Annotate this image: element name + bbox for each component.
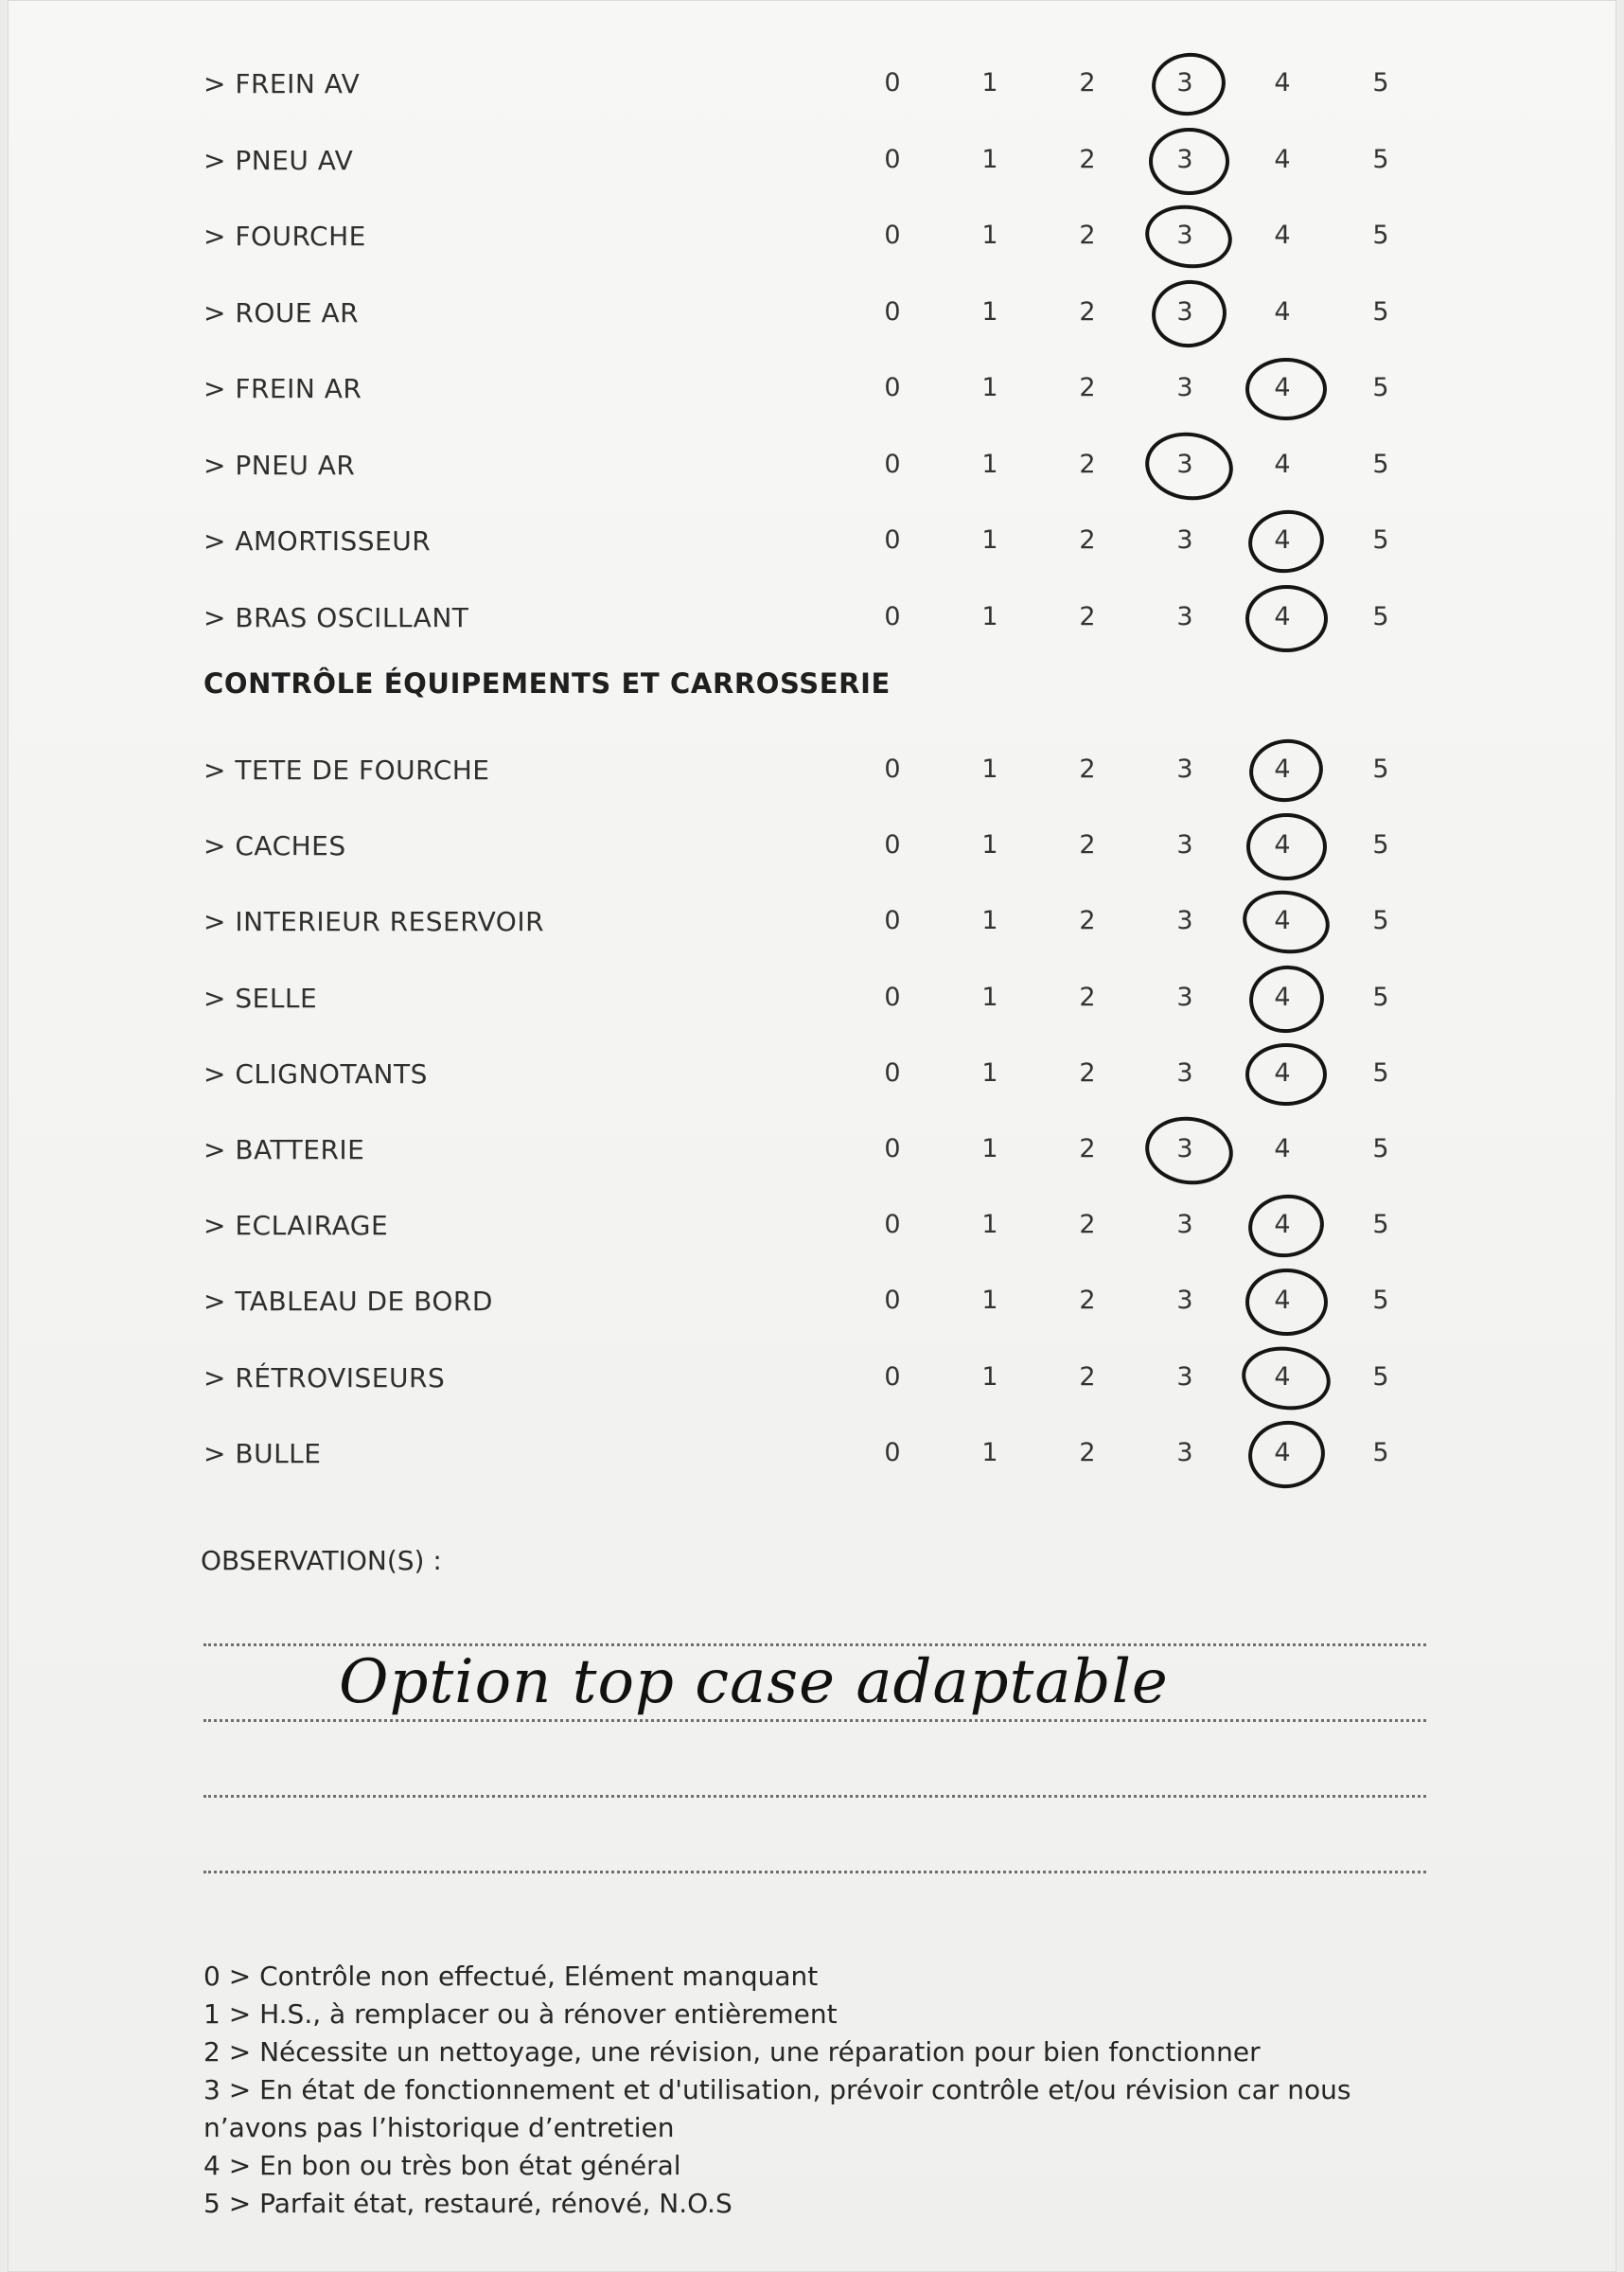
score-option-3[interactable]: 3: [1176, 1210, 1193, 1239]
score-option-0[interactable]: 0: [884, 1362, 901, 1392]
score-option-4[interactable]: 4: [1274, 68, 1291, 98]
rating-row-label: > TETE DE FOURCHE: [203, 754, 490, 786]
score-option-0[interactable]: 0: [884, 602, 901, 631]
rating-row: [8, 1353, 1624, 1410]
score-option-1[interactable]: 1: [981, 830, 998, 860]
score-option-0[interactable]: 0: [884, 1210, 901, 1239]
rating-row: [8, 135, 1624, 192]
rating-row: [8, 1049, 1624, 1106]
rating-row-label: > FREIN AR: [203, 373, 362, 404]
score-option-1[interactable]: 1: [981, 906, 998, 935]
score-option-5[interactable]: 5: [1372, 983, 1389, 1012]
score-option-3[interactable]: 3: [1176, 525, 1193, 555]
legend-item-1: 1 > H.S., à remplacer ou à rénover entièrement: [203, 1998, 838, 2030]
score-option-4[interactable]: 4: [1274, 602, 1291, 631]
score-option-1[interactable]: 1: [981, 373, 998, 402]
score-option-4[interactable]: 4: [1274, 983, 1291, 1012]
legend-item-5: 5 > Parfait état, restauré, rénové, N.O.S: [203, 2188, 733, 2219]
score-option-5[interactable]: 5: [1372, 221, 1389, 250]
rating-row: [8, 1125, 1624, 1181]
score-option-1[interactable]: 1: [981, 602, 998, 631]
score-option-4[interactable]: 4: [1274, 906, 1291, 935]
score-option-5[interactable]: 5: [1372, 1210, 1389, 1239]
score-option-5[interactable]: 5: [1372, 525, 1389, 555]
paper-sheet: [8, 0, 1616, 2272]
score-option-1[interactable]: 1: [981, 68, 998, 98]
rating-row: [8, 745, 1624, 802]
rating-row-label: > FREIN AV: [203, 68, 361, 99]
score-option-5[interactable]: 5: [1372, 1058, 1389, 1088]
score-option-4[interactable]: 4: [1274, 450, 1291, 479]
observation-line-4: [203, 1871, 1426, 1873]
score-option-2[interactable]: 2: [1079, 525, 1096, 555]
score-option-1[interactable]: 1: [981, 525, 998, 555]
score-option-2[interactable]: 2: [1079, 906, 1096, 935]
score-option-5[interactable]: 5: [1372, 602, 1389, 631]
score-option-0[interactable]: 0: [884, 145, 901, 174]
rating-row-label: > BULLE: [203, 1438, 322, 1469]
rating-row: [8, 1200, 1624, 1257]
score-option-3[interactable]: 3: [1176, 906, 1193, 935]
score-option-0[interactable]: 0: [884, 221, 901, 250]
score-option-3[interactable]: 3: [1176, 297, 1193, 327]
rating-row-label: > PNEU AR: [203, 450, 356, 481]
score-option-0[interactable]: 0: [884, 1134, 901, 1163]
observation-line-2: [203, 1719, 1426, 1722]
score-option-0[interactable]: 0: [884, 1058, 901, 1088]
score-option-5[interactable]: 5: [1372, 450, 1389, 479]
rating-row-label: > BATTERIE: [203, 1134, 365, 1165]
score-option-4[interactable]: 4: [1274, 1362, 1291, 1392]
rating-row: [8, 288, 1624, 345]
score-option-5[interactable]: 5: [1372, 754, 1389, 784]
legend-item-4: 4 > En bon ou très bon état général: [203, 2150, 681, 2181]
score-option-3[interactable]: 3: [1176, 1438, 1193, 1467]
score-option-3[interactable]: 3: [1176, 754, 1193, 784]
score-option-5[interactable]: 5: [1372, 373, 1389, 402]
score-option-4[interactable]: 4: [1274, 373, 1291, 402]
rating-row-label: > INTERIEUR RESERVOIR: [203, 906, 545, 937]
score-option-4[interactable]: 4: [1274, 297, 1291, 327]
score-option-2[interactable]: 2: [1079, 1058, 1096, 1088]
score-option-2[interactable]: 2: [1079, 1210, 1096, 1239]
score-option-2[interactable]: 2: [1079, 983, 1096, 1012]
score-option-0[interactable]: 0: [884, 68, 901, 98]
score-option-2[interactable]: 2: [1079, 1134, 1096, 1163]
score-option-2[interactable]: 2: [1079, 1362, 1096, 1392]
rating-row: [8, 1429, 1624, 1485]
rating-row: [8, 973, 1624, 1030]
score-option-5[interactable]: 5: [1372, 1134, 1389, 1163]
score-option-3[interactable]: 3: [1176, 830, 1193, 860]
score-option-0[interactable]: 0: [884, 1286, 901, 1315]
score-option-4[interactable]: 4: [1274, 1058, 1291, 1088]
score-option-4[interactable]: 4: [1274, 221, 1291, 250]
score-option-5[interactable]: 5: [1372, 1438, 1389, 1467]
score-option-0[interactable]: 0: [884, 450, 901, 479]
rating-row-label: > RÉTROVISEURS: [203, 1362, 446, 1393]
score-option-4[interactable]: 4: [1274, 525, 1291, 555]
observations-label: OBSERVATION(S) :: [201, 1545, 442, 1576]
score-option-1[interactable]: 1: [981, 1134, 998, 1163]
score-option-5[interactable]: 5: [1372, 1362, 1389, 1392]
rating-row-label: > FOURCHE: [203, 221, 366, 252]
rating-row-label: > CACHES: [203, 830, 346, 861]
rating-row: [8, 896, 1624, 953]
score-option-3[interactable]: 3: [1176, 983, 1193, 1012]
score-option-3[interactable]: 3: [1176, 145, 1193, 174]
score-option-1[interactable]: 1: [981, 1210, 998, 1239]
score-option-1[interactable]: 1: [981, 1438, 998, 1467]
score-option-4[interactable]: 4: [1274, 1134, 1291, 1163]
score-option-4[interactable]: 4: [1274, 1438, 1291, 1467]
score-option-0[interactable]: 0: [884, 983, 901, 1012]
score-option-2[interactable]: 2: [1079, 145, 1096, 174]
score-option-4[interactable]: 4: [1274, 754, 1291, 784]
score-option-0[interactable]: 0: [884, 830, 901, 860]
score-option-3[interactable]: 3: [1176, 1362, 1193, 1392]
score-option-5[interactable]: 5: [1372, 68, 1389, 98]
score-option-0[interactable]: 0: [884, 1438, 901, 1467]
score-option-3[interactable]: 3: [1176, 1134, 1193, 1163]
score-option-5[interactable]: 5: [1372, 1286, 1389, 1315]
score-option-0[interactable]: 0: [884, 525, 901, 555]
score-option-3[interactable]: 3: [1176, 373, 1193, 402]
score-option-2[interactable]: 2: [1079, 754, 1096, 784]
score-option-1[interactable]: 1: [981, 297, 998, 327]
score-option-0[interactable]: 0: [884, 373, 901, 402]
score-option-5[interactable]: 5: [1372, 906, 1389, 935]
score-option-2[interactable]: 2: [1079, 830, 1096, 860]
score-option-4[interactable]: 4: [1274, 830, 1291, 860]
score-option-2[interactable]: 2: [1079, 1286, 1096, 1315]
score-option-2[interactable]: 2: [1079, 602, 1096, 631]
rating-row: [8, 821, 1624, 878]
rating-row-label: > BRAS OSCILLANT: [203, 602, 469, 633]
score-option-2[interactable]: 2: [1079, 450, 1096, 479]
score-option-0[interactable]: 0: [884, 754, 901, 784]
score-option-2[interactable]: 2: [1079, 373, 1096, 402]
score-option-2[interactable]: 2: [1079, 68, 1096, 98]
rating-legend: [203, 1958, 1424, 2223]
observation-line-3: [203, 1795, 1426, 1798]
rating-row: [8, 364, 1624, 420]
section-title-equipment: CONTRÔLE ÉQUIPEMENTS ET CARROSSERIE: [203, 667, 891, 700]
rating-row-label: > CLIGNOTANTS: [203, 1058, 428, 1090]
score-option-2[interactable]: 2: [1079, 221, 1096, 250]
rating-row: [8, 516, 1624, 573]
score-option-4[interactable]: 4: [1274, 1286, 1291, 1315]
score-option-2[interactable]: 2: [1079, 1438, 1096, 1467]
rating-row: [8, 440, 1624, 497]
rating-row: [8, 593, 1624, 649]
legend-item-3: 3 > En état de fonctionnement et d'utilisation, prévoir contrôle et/ou révision car nous n’avons pas l’historique d’entretien: [203, 2074, 1351, 2143]
rating-row: [8, 211, 1624, 268]
legend-item-0: 0 > Contrôle non effectué, Elément manquant: [203, 1961, 819, 1992]
score-option-5[interactable]: 5: [1372, 297, 1389, 327]
score-option-3[interactable]: 3: [1176, 602, 1193, 631]
score-option-1[interactable]: 1: [981, 450, 998, 479]
score-option-2[interactable]: 2: [1079, 297, 1096, 327]
rating-row-label: > SELLE: [203, 983, 318, 1014]
score-option-3[interactable]: 3: [1176, 450, 1193, 479]
score-option-1[interactable]: 1: [981, 983, 998, 1012]
score-option-3[interactable]: 3: [1176, 68, 1193, 98]
score-option-1[interactable]: 1: [981, 1058, 998, 1088]
score-option-0[interactable]: 0: [884, 906, 901, 935]
rating-row: [8, 1276, 1624, 1333]
score-option-5[interactable]: 5: [1372, 830, 1389, 860]
legend-item-2: 2 > Nécessite un nettoyage, une révision, une réparation pour bien fonctionner: [203, 2036, 1261, 2068]
rating-row-label: > ECLAIRAGE: [203, 1210, 389, 1241]
rating-row-label: > PNEU AV: [203, 145, 354, 176]
rating-row-label: > AMORTISSEUR: [203, 525, 432, 557]
rating-row: [8, 59, 1624, 115]
score-option-3[interactable]: 3: [1176, 1058, 1193, 1088]
score-option-0[interactable]: 0: [884, 297, 901, 327]
score-option-5[interactable]: 5: [1372, 145, 1389, 174]
score-option-1[interactable]: 1: [981, 145, 998, 174]
observation-handwritten-text: Option top case adaptable: [339, 1647, 1169, 1717]
score-option-3[interactable]: 3: [1176, 221, 1193, 250]
rating-row-label: > ROUE AR: [203, 297, 360, 328]
score-option-4[interactable]: 4: [1274, 145, 1291, 174]
score-option-1[interactable]: 1: [981, 221, 998, 250]
score-option-1[interactable]: 1: [981, 1286, 998, 1315]
score-option-1[interactable]: 1: [981, 754, 998, 784]
score-option-3[interactable]: 3: [1176, 1286, 1193, 1315]
rating-row-label: > TABLEAU DE BORD: [203, 1286, 493, 1317]
score-option-1[interactable]: 1: [981, 1362, 998, 1392]
score-option-4[interactable]: 4: [1274, 1210, 1291, 1239]
observation-line-1: [203, 1643, 1426, 1646]
